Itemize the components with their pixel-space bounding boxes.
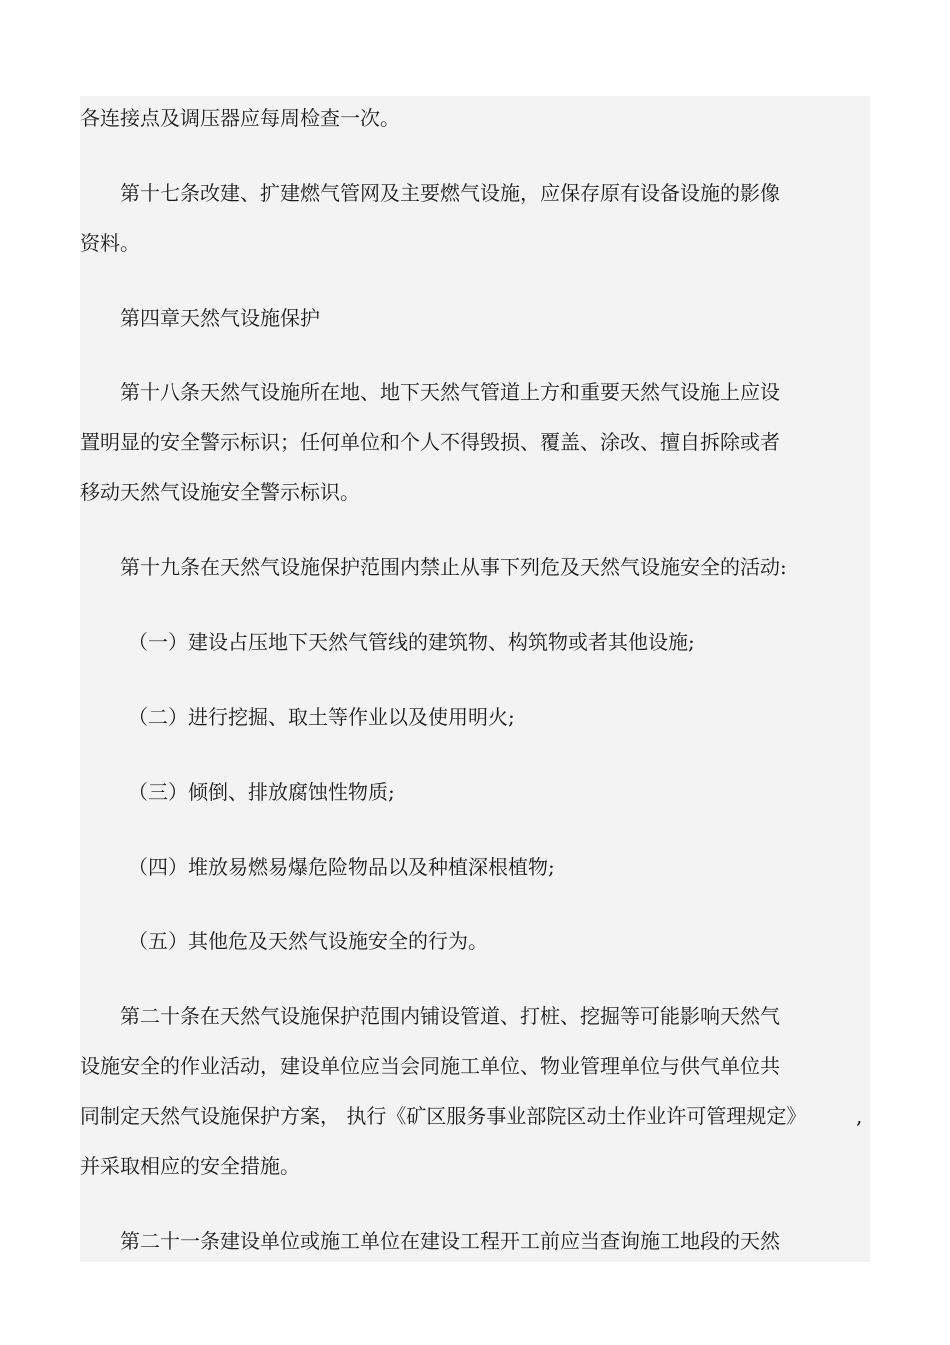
article-18-line-3: 移动天然气设施安全警示标识。: [80, 480, 360, 504]
article-18-line-1: 第十八条天然气设施所在地、地下天然气管道上方和重要天然气设施上应设: [120, 380, 780, 404]
article-20-line-4: 并采取相应的安全措施。: [80, 1154, 300, 1178]
list-item: （一）建设占压地下天然气管线的建筑物、构筑物或者其他设施;: [128, 630, 695, 654]
article-20-line-2: 设施安全的作业活动，建设单位应当会同施工单位、物业管理单位与供气单位共: [80, 1054, 780, 1078]
article-17-line-2: 资料。: [80, 231, 140, 255]
article-20-line-1: 第二十条在天然气设施保护范围内铺设管道、打桩、挖掘等可能影响天然气: [120, 1004, 780, 1028]
list-item: （二）进行挖掘、取土等作业以及使用明火;: [128, 705, 515, 729]
article-20-trailing-comma: ,: [856, 1104, 863, 1128]
list-item: （三）倾倒、排放腐蚀性物质;: [128, 780, 395, 804]
list-item: （五）其他危及天然气设施安全的行为。: [128, 929, 488, 953]
article-21-line-1: 第二十一条建设单位或施工单位在建设工程开工前应当查询施工地段的天然: [120, 1229, 780, 1253]
document-page: [80, 96, 870, 1262]
article-17-line-1: 第十七条改建、扩建燃气管网及主要燃气设施，应保存原有设备设施的影像: [120, 181, 780, 205]
list-item: （四）堆放易燃易爆危险物品以及种植深根植物;: [128, 855, 555, 879]
text-line: 各连接点及调压器应每周检查一次。: [80, 106, 400, 130]
article-19-line-1: 第十九条在天然气设施保护范围内禁止从事下列危及天然气设施安全的活动:: [120, 555, 787, 579]
article-18-line-2: 置明显的安全警示标识；任何单位和个人不得毁损、覆盖、涂改、擅自拆除或者: [80, 430, 780, 454]
chapter-heading: 第四章天然气设施保护: [120, 306, 320, 330]
article-20-line-3: 同制定天然气设施保护方案， 执行《矿区服务事业部院区动土作业许可管理规定》: [80, 1104, 807, 1128]
